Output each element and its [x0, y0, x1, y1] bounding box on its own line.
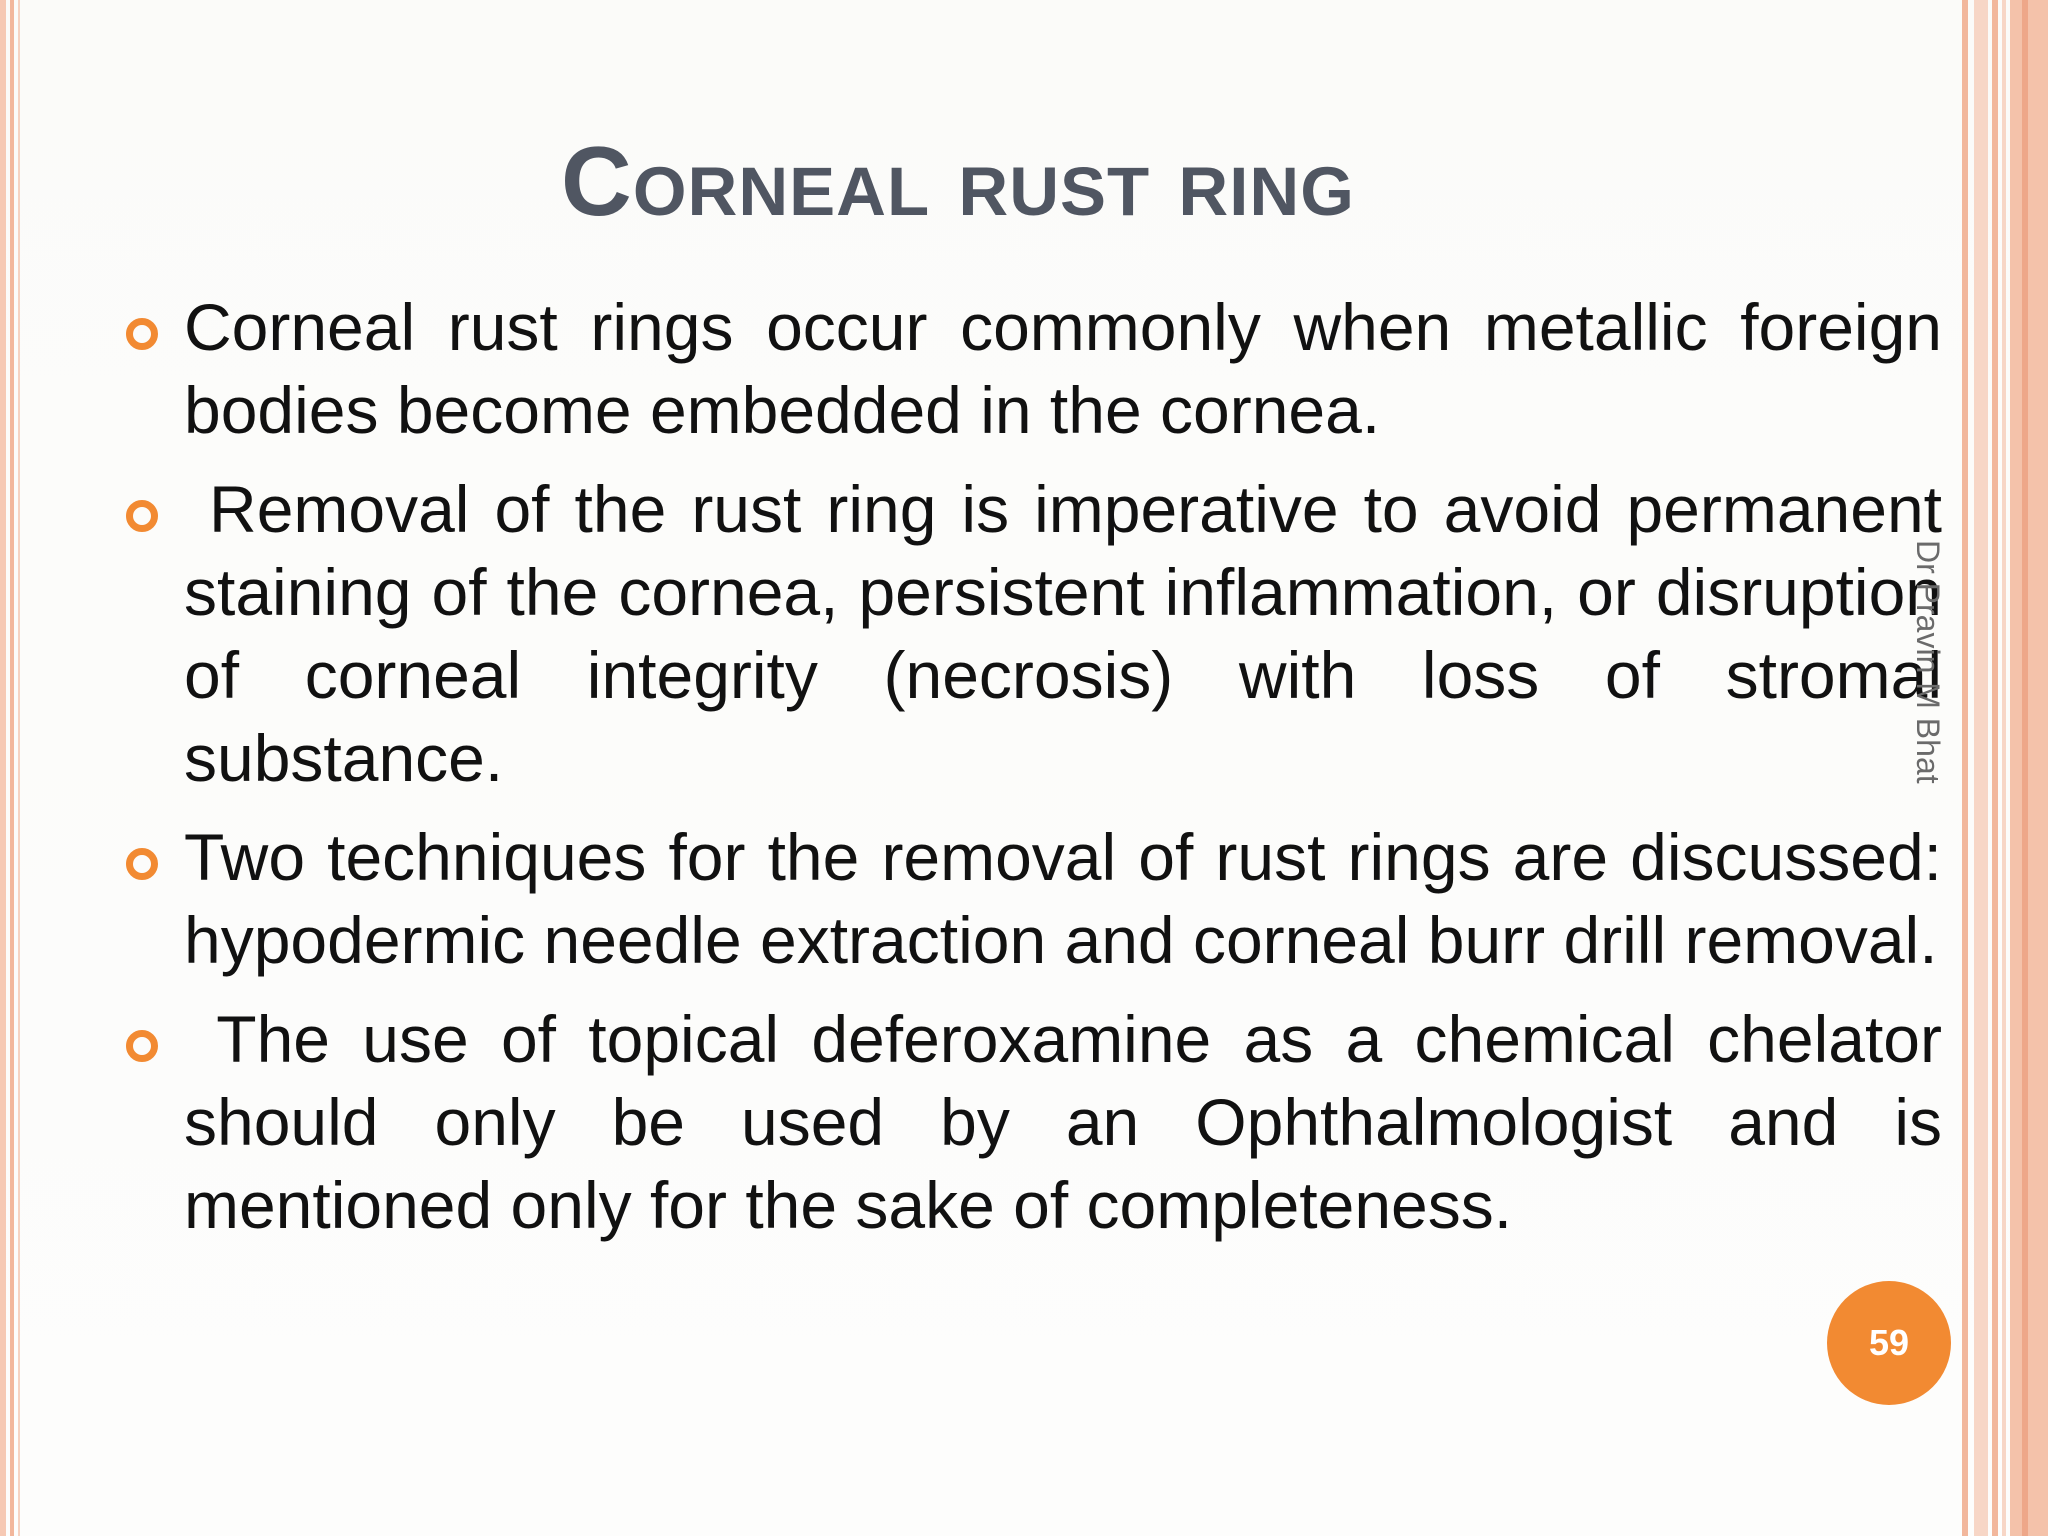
- right-border-stripe: [2022, 0, 2028, 1536]
- bullet-text: Corneal rust rings occur commonly when metallic foreign bodies become embedded in the cornea.: [184, 290, 1942, 447]
- bullet-list: [126, 286, 1942, 1263]
- bullet-text: The use of topical deferoxamine as a chemical chelator should only be used by an Ophthalmologist and is mentioned only for the sake of completeness.: [184, 1002, 1942, 1242]
- right-border-stripe: [1962, 0, 1968, 1536]
- ring-bullet-icon: [126, 1030, 158, 1062]
- slide-title: Corneal rust ring: [561, 126, 1355, 236]
- bullet-text: Two techniques for the removal of rust rings are discussed: hypodermic needle extraction and corneal burr drill removal.: [184, 820, 1942, 977]
- bullet-item: [126, 286, 1942, 452]
- ring-bullet-icon: [126, 500, 158, 532]
- bullet-item: [126, 468, 1942, 800]
- author-watermark: Dr Pravin M Bhat: [1910, 540, 1946, 784]
- bullet-item: [126, 816, 1942, 982]
- bullet-text: Removal of the rust ring is imperative to avoid permanent staining of the cornea, persistent inflammation, or disruption of corneal integrity (necrosis) with loss of stromal substance.: [184, 472, 1942, 795]
- ring-bullet-icon: [126, 318, 158, 350]
- right-border-stripe: [1992, 0, 1998, 1536]
- ring-bullet-icon: [126, 848, 158, 880]
- right-border-stripe: [1974, 0, 1988, 1536]
- right-border-stripe: [2002, 0, 2006, 1536]
- right-border-stripe: [2010, 0, 2048, 1536]
- bullet-item: [126, 998, 1942, 1247]
- page-number-badge: 59: [1827, 1281, 1951, 1405]
